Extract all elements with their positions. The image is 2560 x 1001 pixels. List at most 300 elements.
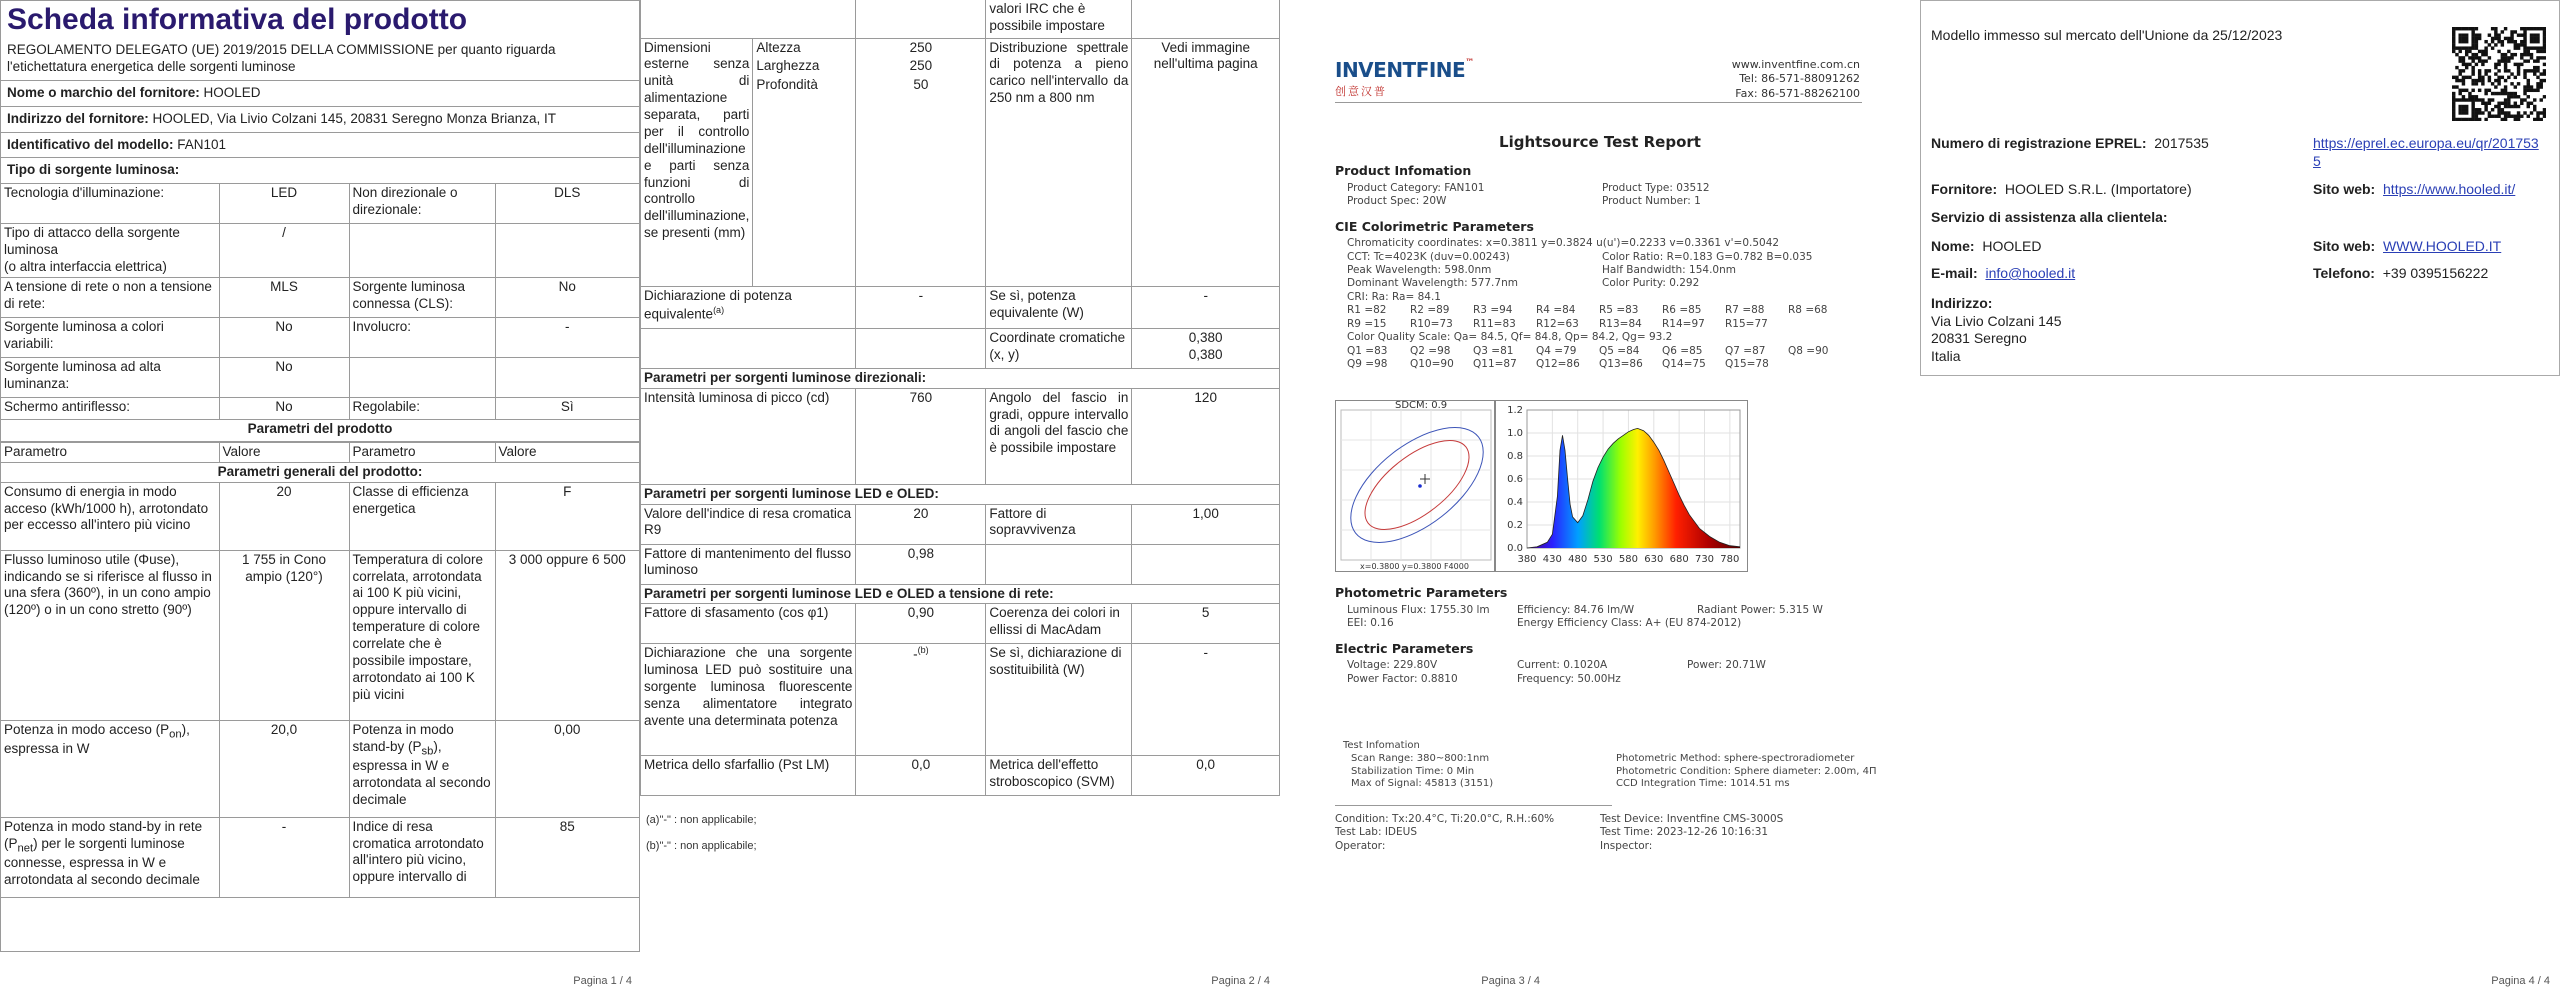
cell: Temperatura di colore correlata, arrotondata ai 100 K più vicini, oppure intervallo di temperature di colore correlate che è possibile impostare, arrotondato ai 100 K più vicini <box>349 550 495 720</box>
qr-module <box>2478 50 2481 53</box>
qr-module <box>2510 33 2513 36</box>
page-1 <box>0 0 640 1001</box>
qr-module <box>2488 76 2491 79</box>
qi-value: Q14=75 <box>1662 358 1706 371</box>
qr-module <box>2465 105 2468 108</box>
qr-module <box>2540 118 2543 121</box>
qr-module <box>2465 27 2468 30</box>
note-a: (a)"-" : non applicabile; <box>646 814 757 826</box>
cell: Profondità <box>753 76 856 286</box>
qr-module <box>2533 33 2536 36</box>
qr-module <box>2497 33 2500 36</box>
qr-module <box>2497 76 2500 79</box>
cell: 0,0 <box>856 756 986 796</box>
qr-module <box>2501 92 2504 95</box>
qr-module <box>2471 66 2474 69</box>
table-row <box>1347 659 1875 672</box>
table-row <box>1347 251 1875 264</box>
cell: Vedi immagine nell'ultima pagina <box>1132 38 1280 286</box>
cell: 760 <box>856 388 986 484</box>
table-row <box>641 328 1280 368</box>
qr-module <box>2510 115 2513 118</box>
table-row <box>1347 195 1875 208</box>
address-block <box>1931 295 2062 365</box>
page-number: Pagina 4 / 4 <box>2491 975 2550 988</box>
qr-module <box>2475 111 2478 114</box>
cell: - <box>495 317 639 357</box>
cell: 1,00 <box>1132 504 1280 544</box>
qr-module <box>2478 108 2481 111</box>
qr-module <box>2497 37 2500 40</box>
qr-module <box>2475 95 2478 98</box>
qr-module <box>2530 89 2533 92</box>
qr-module <box>2533 27 2536 30</box>
supplier-label: Fornitore: <box>1931 181 1998 197</box>
ri-value: R13=84 <box>1599 317 1642 330</box>
ri-value: R8 =68 <box>1788 304 1828 317</box>
qr-module <box>2520 98 2523 101</box>
qr-module <box>2465 98 2468 101</box>
qr-module <box>2533 89 2536 92</box>
qr-module <box>2455 85 2458 88</box>
page2-table <box>640 0 1280 796</box>
text: on <box>169 728 182 741</box>
table-row <box>1347 617 1875 630</box>
ri-value: R5 =83 <box>1599 304 1639 317</box>
qr-module <box>2514 105 2517 108</box>
qr-module <box>2543 79 2546 82</box>
qr-module <box>2488 111 2491 114</box>
cell: No <box>219 357 349 397</box>
qr-module <box>2465 111 2468 114</box>
y-tick-label: 0.2 <box>1507 520 1523 531</box>
cell: 120 <box>1132 388 1280 484</box>
qr-module <box>2514 92 2517 95</box>
qr-module <box>2452 40 2455 43</box>
qr-module <box>2510 56 2513 59</box>
qr-module <box>2501 76 2504 79</box>
table-row <box>1 397 639 419</box>
qr-module <box>2468 27 2471 30</box>
qi-value: Q8 =90 <box>1788 344 1829 357</box>
table-row <box>641 368 1280 388</box>
qr-module <box>2462 105 2465 108</box>
qr-module <box>2536 66 2539 69</box>
qr-module <box>2530 56 2533 59</box>
type-row <box>1 157 639 183</box>
email-label: E-mail: <box>1931 265 1978 281</box>
website-link[interactable]: https://www.hooled.it/ <box>2383 181 2516 197</box>
qr-module <box>2478 33 2481 36</box>
qr-module <box>2543 30 2546 33</box>
cell: Flusso luminoso utile (Φuse), indicando se si riferisce al flusso in una sfera (360º), in un cono ampio (120º) o in un cono stretto (90º) <box>1 550 219 720</box>
section-title: Parametri per sorgenti luminose LED e OLED a tensione di rete: <box>641 584 1280 604</box>
qr-module <box>2452 37 2455 40</box>
text: EEI: 0.16 <box>1347 617 1394 630</box>
qr-module <box>2517 63 2520 66</box>
qr-module <box>2475 108 2478 111</box>
text: CCD Integration Time: 1014.51 ms <box>1616 778 1790 790</box>
qr-module <box>2452 30 2455 33</box>
qr-module <box>2455 27 2458 30</box>
qr-module <box>2475 53 2478 56</box>
table-row <box>1 419 639 441</box>
qr-module <box>2517 46 2520 49</box>
qr-module <box>2543 115 2546 118</box>
qr-module <box>2468 76 2471 79</box>
qr-module <box>2452 118 2455 121</box>
cell: Metrica dell'effetto stroboscopico (SVM) <box>986 756 1132 796</box>
qr-module <box>2514 85 2517 88</box>
address-value: HOOLED, Via Livio Colzani 145, 20831 Seregno Monza Brianza, IT <box>152 110 556 126</box>
qr-module <box>2465 53 2468 56</box>
qr-module <box>2517 82 2520 85</box>
y-tick-label: 1.0 <box>1507 428 1523 439</box>
qr-module <box>2523 46 2526 49</box>
qr-module <box>2536 56 2539 59</box>
text: Energy Efficiency Class: A+ (EU 874-2012) <box>1517 617 1742 630</box>
qr-module <box>2507 56 2510 59</box>
email-link[interactable]: info@hooled.it <box>1985 265 2076 281</box>
section-title: Parametri per sorgenti luminose LED e OLED: <box>641 484 1280 504</box>
ri-value: R9 =15 <box>1347 317 1387 330</box>
qr-module <box>2494 85 2497 88</box>
text: Photometric Condition: Sphere diameter: 2.00m, 4Π <box>1616 765 1877 777</box>
ri-value: R3 =94 <box>1473 304 1513 317</box>
supplier-row <box>1931 181 2192 199</box>
cell: Sorgente luminosa ad alta luminanza: <box>1 357 219 397</box>
ri-value: R4 =84 <box>1536 304 1576 317</box>
cell: Angolo del fascio in gradi, oppure intervallo di angoli del fascio che è possibile impostare <box>986 388 1132 484</box>
qr-module <box>2475 37 2478 40</box>
qr-module <box>2465 37 2468 40</box>
cell: 250 <box>856 57 986 76</box>
qr-module <box>2501 53 2504 56</box>
qr-module <box>2455 76 2458 79</box>
cell: 0,98 <box>856 544 986 584</box>
test-footer <box>1335 813 1895 853</box>
page-4 <box>1920 0 2560 1001</box>
xy-label: x=0.3800 y=0.3800 F4000 <box>1360 562 1469 571</box>
assistance-title: Servizio di assistenza alla clientela: <box>1931 209 2168 225</box>
qr-module <box>2520 27 2523 30</box>
cell: 20,0 <box>219 720 349 817</box>
cell: MLS <box>219 277 349 317</box>
cie-params <box>1335 237 1875 371</box>
qr-module <box>2523 92 2526 95</box>
qr-module <box>2536 89 2539 92</box>
y-tick-label: 0.8 <box>1507 451 1523 462</box>
type-label: Tipo di sorgente luminosa: <box>7 162 180 178</box>
cell: Valore dell'indice di resa cromatica R9 <box>641 504 856 544</box>
ri-value: R2 =89 <box>1410 304 1450 317</box>
qr-module <box>2533 66 2536 69</box>
qr-module <box>2510 40 2513 43</box>
cell: A tensione di rete o non a tensione di rete: <box>1 277 219 317</box>
table-row <box>641 388 1280 484</box>
qr-module <box>2488 33 2491 36</box>
eprel-info-box <box>1920 0 2560 376</box>
qr-module <box>2452 50 2455 53</box>
qr-module <box>2543 50 2546 53</box>
qr-module <box>2475 118 2478 121</box>
cell: Schermo antiriflesso: <box>1 397 219 419</box>
text: Chromaticity coordinates: x=0.3811 y=0.3824 u(u')=0.2233 v=0.3361 v'=0.5042 <box>1347 237 1780 250</box>
ri-grid <box>1347 304 1875 331</box>
qr-module <box>2475 115 2478 118</box>
x-tick-label: 680 <box>1669 554 1689 565</box>
qr-module <box>2462 37 2465 40</box>
qr-module <box>2478 72 2481 75</box>
qr-module <box>2465 66 2468 69</box>
qr-module <box>2471 108 2474 111</box>
qr-module <box>2517 72 2520 75</box>
qr-module <box>2523 76 2526 79</box>
table-row <box>1 317 639 357</box>
website2-link[interactable]: WWW.HOOLED.IT <box>2383 238 2502 254</box>
qr-module <box>2536 82 2539 85</box>
qr-module <box>2540 46 2543 49</box>
sheet-title: Scheda informativa del prodotto <box>7 3 468 36</box>
text: Inspector: <box>1600 839 1653 852</box>
qr-module <box>2501 89 2504 92</box>
cell: 0,0 <box>1132 756 1280 796</box>
qr-module <box>2501 111 2504 114</box>
qr-module <box>2540 111 2543 114</box>
brand-value: HOOLED <box>203 84 261 100</box>
qr-module <box>2504 69 2507 72</box>
qi-value: Q15=78 <box>1725 358 1769 371</box>
cell <box>349 720 495 817</box>
qr-module <box>2523 85 2526 88</box>
qr-module <box>2536 85 2539 88</box>
qr-module <box>2533 40 2536 43</box>
qr-module <box>2494 43 2497 46</box>
qr-module <box>2455 79 2458 82</box>
qr-module <box>2471 69 2474 72</box>
qr-module <box>2478 76 2481 79</box>
text: Peak Wavelength: 598.0nm <box>1347 264 1492 276</box>
cell <box>1132 0 1280 38</box>
qr-module <box>2523 111 2526 114</box>
website2-row <box>2313 238 2501 256</box>
qr-module <box>2514 43 2517 46</box>
qr-module <box>2468 63 2471 66</box>
qr-module <box>2504 59 2507 62</box>
qi-value: Q1 =83 <box>1347 344 1388 357</box>
qr-module <box>2530 40 2533 43</box>
table-row <box>641 584 1280 604</box>
qr-module <box>2504 115 2507 118</box>
qr-module <box>2491 92 2494 95</box>
qr-module <box>2536 115 2539 118</box>
qr-module <box>2530 37 2533 40</box>
qr-module <box>2462 56 2465 59</box>
table-header <box>1 442 639 462</box>
qr-module <box>2478 98 2481 101</box>
ri-value: R10=73 <box>1410 317 1453 330</box>
text: Color Ratio: R=0.183 G=0.782 B=0.035 <box>1602 250 1813 263</box>
qr-module <box>2494 115 2497 118</box>
cell: Consumo di energia in modo acceso (kWh/1000 h), arrotondato per eccesso all'intero più vicino <box>1 482 219 550</box>
qr-module <box>2475 98 2478 101</box>
qr-module <box>2488 43 2491 46</box>
cell: 5 <box>1132 604 1280 644</box>
cell <box>349 224 495 278</box>
qr-module <box>2543 40 2546 43</box>
ri-value: R11=83 <box>1473 317 1516 330</box>
cell: No <box>495 277 639 317</box>
qr-module <box>2475 63 2478 66</box>
qr-module <box>2543 33 2546 36</box>
table-row <box>1 817 639 897</box>
qr-module <box>2481 53 2484 56</box>
qr-module <box>2523 72 2526 75</box>
y-tick-label: 1.2 <box>1507 405 1523 416</box>
text: Product Category: FAN101 <box>1347 181 1485 194</box>
qr-module <box>2530 102 2533 105</box>
photometric-title: Photometric Parameters <box>1335 585 1508 600</box>
qr-module <box>2465 76 2468 79</box>
qr-module <box>2478 111 2481 114</box>
text: CRI: Ra: Ra= 84.1 <box>1347 290 1441 303</box>
report-body-lower <box>1335 585 1875 686</box>
qr-module <box>2462 40 2465 43</box>
qr-module <box>2504 85 2507 88</box>
table-row <box>1 550 639 720</box>
qr-module <box>2527 102 2530 105</box>
text: net <box>17 842 34 855</box>
qr-module <box>2527 89 2530 92</box>
qi-value: Q2 =98 <box>1410 344 1451 357</box>
qr-module <box>2504 66 2507 69</box>
qr-module <box>2462 63 2465 66</box>
qr-module <box>2458 72 2461 75</box>
text: Power: 20.71W <box>1687 659 1766 672</box>
cell: Distribuzione spettrale di potenza a pieno carico nell'intervallo da 250 nm a 800 nm <box>986 38 1132 286</box>
qr-module <box>2491 40 2494 43</box>
qr-module <box>2471 56 2474 59</box>
qr-module <box>2527 115 2530 118</box>
text: Luminous Flux: 1755.30 lm <box>1347 603 1490 616</box>
qr-module <box>2507 92 2510 95</box>
qr-module <box>2475 79 2478 82</box>
cie-title: CIE Colorimetric Parameters <box>1335 218 1534 234</box>
qr-module <box>2471 89 2474 92</box>
qr-module <box>2504 79 2507 82</box>
phone-value: +39 0395156222 <box>2382 265 2489 281</box>
qr-module <box>2494 66 2497 69</box>
qr-module <box>2514 115 2517 118</box>
qr-module <box>2527 46 2530 49</box>
qr-module <box>2471 115 2474 118</box>
qr-module <box>2504 37 2507 40</box>
qr-module <box>2458 89 2461 92</box>
qi-value: Q6 =85 <box>1662 344 1703 357</box>
cell <box>495 357 639 397</box>
text: 0,380 <box>1188 346 1223 362</box>
qr-module <box>2510 53 2513 56</box>
qr-module <box>2543 95 2546 98</box>
qr-module <box>2484 72 2487 75</box>
qr-module <box>2507 115 2510 118</box>
qr-module <box>2468 92 2471 95</box>
qr-module <box>2458 33 2461 36</box>
qr-module <box>2527 69 2530 72</box>
x-tick-label: 580 <box>1618 554 1638 565</box>
cell: Non direzionale o direzionale: <box>349 184 495 224</box>
qr-module <box>2478 118 2481 121</box>
cell <box>641 286 856 328</box>
text: Frequency: 50.00Hz <box>1517 672 1621 685</box>
sdcm-label: SDCM: 0.9 <box>1395 400 1448 411</box>
logo-text <box>1335 58 1474 83</box>
qr-module <box>2536 40 2539 43</box>
qr-module <box>2471 98 2474 101</box>
electric-title: Electric Parameters <box>1335 640 1474 656</box>
qr-module <box>2484 92 2487 95</box>
qr-module <box>2452 43 2455 46</box>
qr-module <box>2517 95 2520 98</box>
qr-module <box>2497 108 2500 111</box>
qr-module <box>2494 105 2497 108</box>
qr-module <box>2458 56 2461 59</box>
qr-module <box>2536 69 2539 72</box>
ri-value: R14=97 <box>1662 317 1705 330</box>
website-text: www.inventfine.com.cn <box>1731 58 1860 71</box>
qi-grid <box>1347 345 1875 372</box>
cell: 0,90 <box>856 604 986 644</box>
ri-value: R1 =82 <box>1347 304 1387 317</box>
cell <box>856 644 986 756</box>
ri-value: R15=77 <box>1725 317 1768 330</box>
qr-module <box>2465 108 2468 111</box>
x-tick-labels <box>1517 554 1739 565</box>
qr-module <box>2510 105 2513 108</box>
qr-module <box>2488 89 2491 92</box>
table-row <box>1335 813 1895 826</box>
qr-module <box>2491 115 2494 118</box>
qr-module <box>2507 69 2510 72</box>
qr-module <box>2481 63 2484 66</box>
qr-module <box>2468 46 2471 49</box>
qr-module <box>2533 46 2536 49</box>
qr-module <box>2491 46 2494 49</box>
header-cell: Valore <box>219 442 349 462</box>
qr-module <box>2514 53 2517 56</box>
qr-code-icon[interactable] <box>2452 27 2546 121</box>
table-row <box>1347 604 1875 617</box>
table-row <box>641 504 1280 544</box>
qr-module <box>2514 40 2517 43</box>
qr-module <box>2536 76 2539 79</box>
qr-module <box>2491 82 2494 85</box>
eprel-value: 2017535 <box>2154 135 2209 151</box>
x-tick-label: 630 <box>1644 554 1664 565</box>
name-value: HOOLED <box>1982 238 2042 254</box>
qr-module <box>2517 111 2520 114</box>
y-tick-label: 0.4 <box>1507 497 1523 508</box>
qr-module <box>2494 27 2497 30</box>
phone-row <box>2313 265 2488 283</box>
qr-module <box>2527 105 2530 108</box>
cell: Altezza <box>753 38 856 57</box>
qr-module <box>2523 40 2526 43</box>
qr-module <box>2497 92 2500 95</box>
section-title: Parametri per sorgenti luminose direzionali: <box>641 368 1280 388</box>
y-tick-label: 0.0 <box>1507 543 1523 554</box>
eprel-link[interactable]: https://eprel.ec.europa.eu/qr/2017535 <box>2313 135 2539 169</box>
